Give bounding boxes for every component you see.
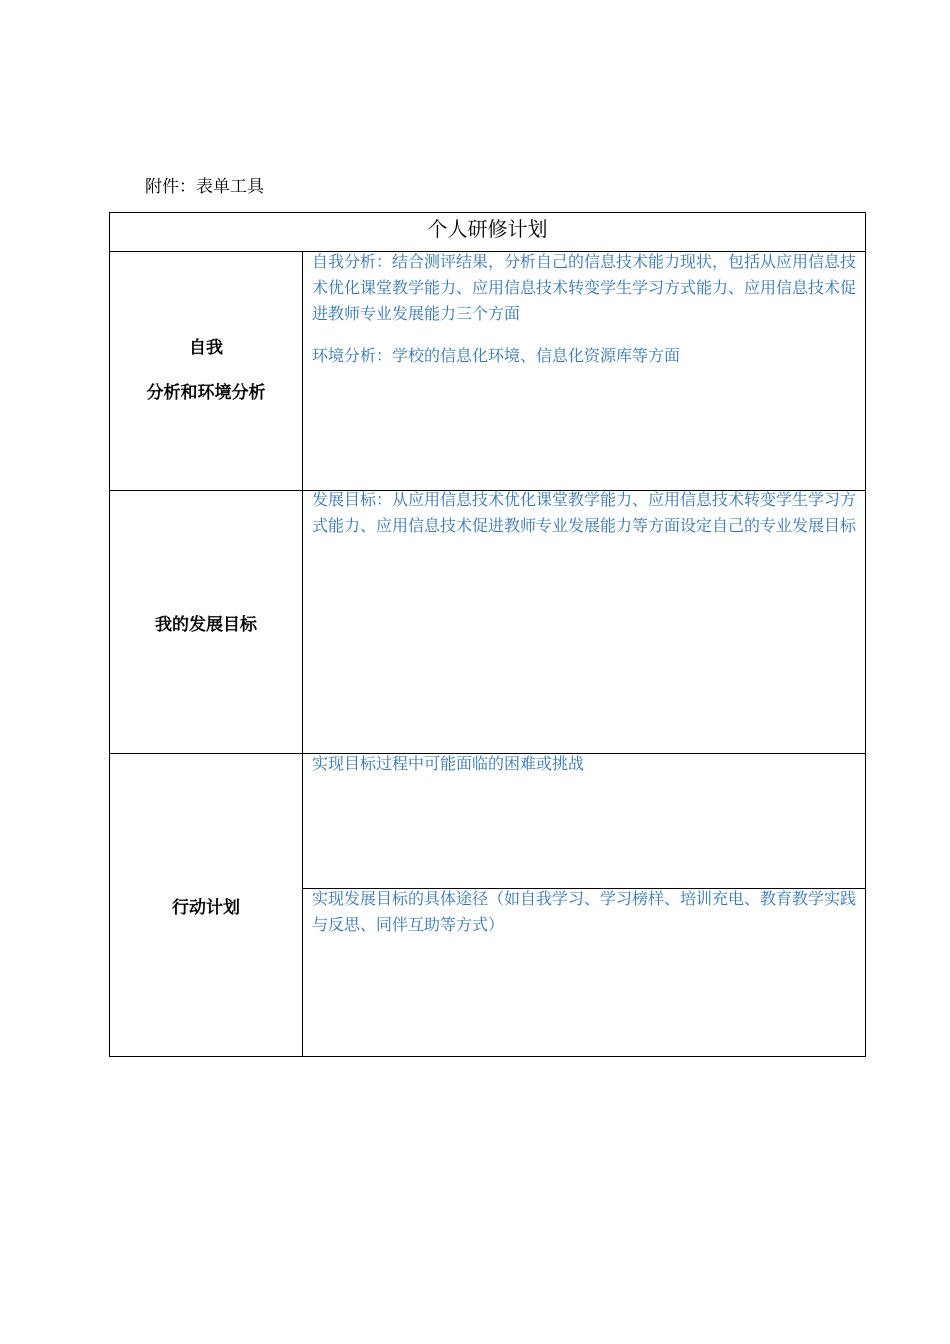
- attachment-label: 附件：表单工具: [145, 177, 264, 197]
- action-plan-challenges-cell[interactable]: [303, 751, 865, 886]
- action-plan-approaches-cell[interactable]: [303, 886, 865, 1056]
- form-title: 个人研修计划: [110, 213, 865, 252]
- action-plan-label: 行动计划: [172, 897, 240, 918]
- development-goals-label-cell: [110, 491, 303, 753]
- self-analysis-label-line2: 分析和环境分析: [146, 383, 266, 403]
- environment-analysis-text: 环境分析：学校的信息化环境、信息化资源库等方面: [312, 346, 681, 365]
- self-analysis-content-cell[interactable]: [303, 249, 865, 490]
- development-goals-text: 发展目标：从应用信息技术优化课堂教学能力、应用信息技术转变学生学习方式能力、应用信息技术促进教师专业发展能力等方面设定自己的专业发展目标: [312, 490, 857, 535]
- self-analysis-text: 自我分析：结合测评结果，分析自己的信息技术能力现状，包括从应用信息技术优化课堂教学能力、应用信息技术转变学生学习方式能力、应用信息技术促进教师专业发展能力三个方面: [312, 252, 857, 323]
- action-plan-challenges-text: 实现目标过程中可能面临的困难或挑战: [312, 754, 585, 773]
- personal-study-plan-form: [109, 212, 866, 1057]
- development-goals-label: 我的发展目标: [155, 614, 257, 635]
- self-analysis-label-cell: [110, 252, 303, 490]
- action-plan-approaches-text: 实现发展目标的具体途径（如自我学习、学习榜样、培训充电、教育教学实践与反思、同伴互助等方式）: [312, 889, 857, 934]
- development-goals-content-cell[interactable]: [303, 487, 865, 753]
- action-plan-label-cell: [110, 754, 303, 1056]
- self-analysis-label-line1: 自我: [189, 338, 223, 358]
